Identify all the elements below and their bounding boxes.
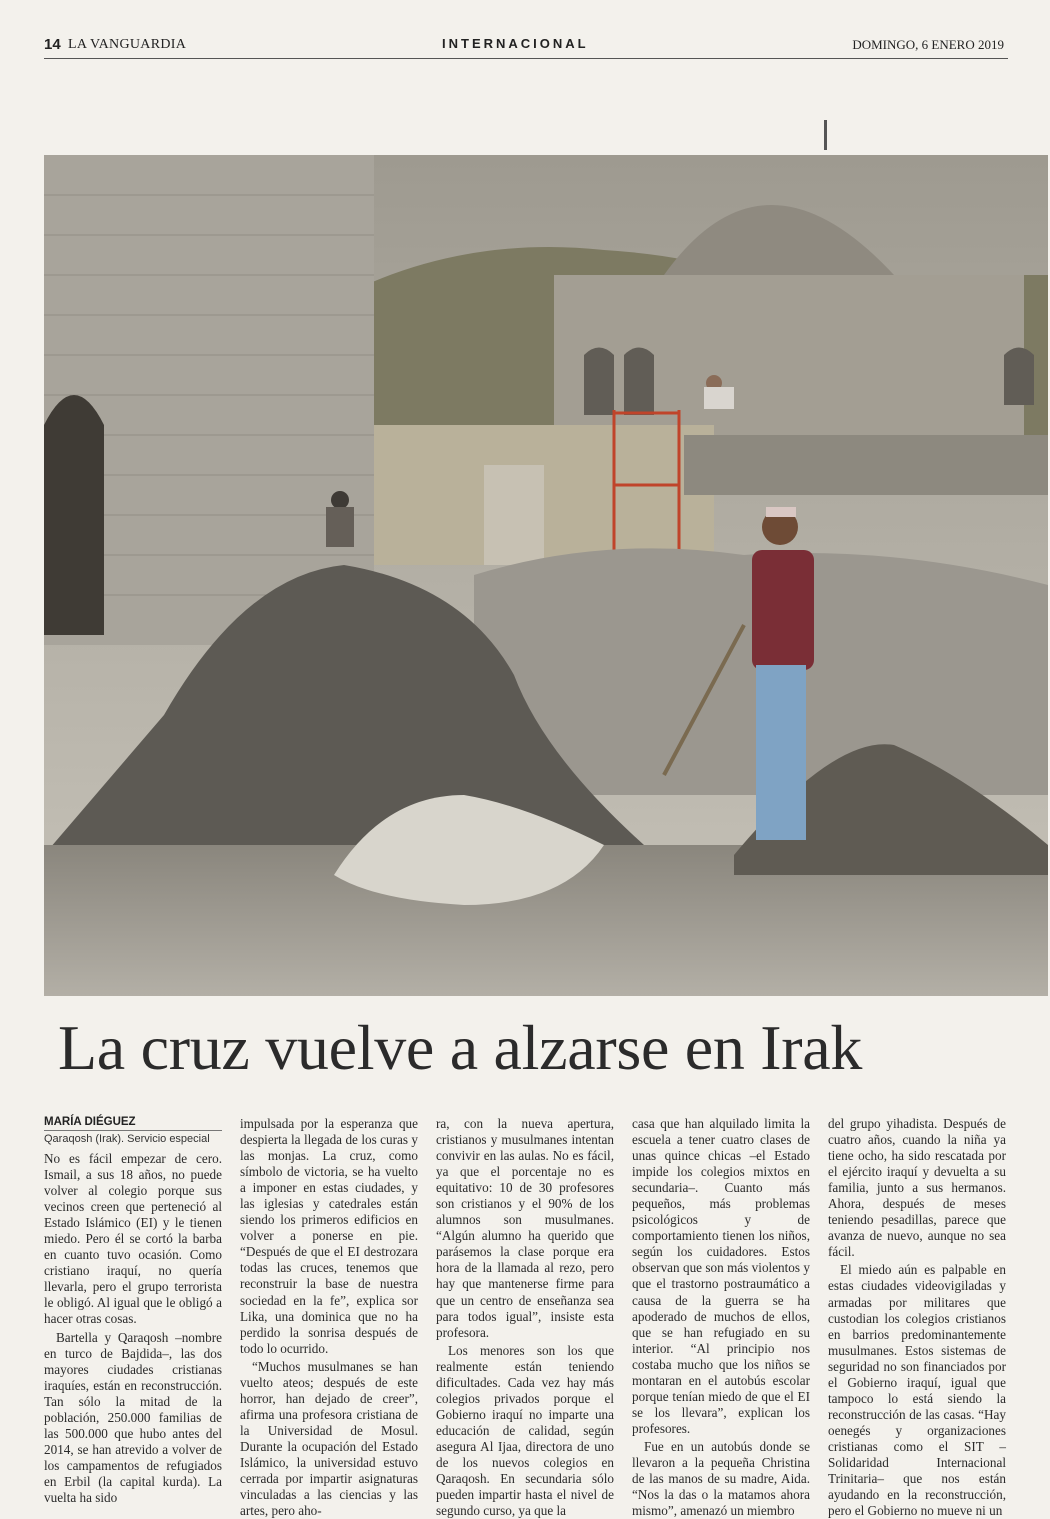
article-headline: La cruz vuelve a alzarse en Irak bbox=[58, 1012, 863, 1083]
article-column-4 bbox=[632, 1116, 810, 1519]
paragraph: impulsada por la esperanza que despierta la llegada de los curas y las monjas. La cruz, como símbolo de victoria, se ha vuelto a imponer en estas ciudades, y las iglesias y catedrales están siendo los primeros edificios en volver a ponerse en pie. “Después de que el EI destrozara todas las cruces, tenemos que reconstruir la base de nuestra sociedad en la fe”, explica sor Lika, una dominica que no ha perdido la sonrisa después de todo lo ocurrido. bbox=[240, 1116, 418, 1356]
paragraph: “Muchos musulmanes se han vuelto ateos; después de este horror, han dejado de creer”, afirma una profesora cristiana de la Universidad de Mosul. Durante la ocupación del Estado Islámico, la universidad estuvo cerrada por impartir asignaturas vinculadas a las ciencias y las artes, pero aho- bbox=[240, 1358, 418, 1519]
newspaper-name: LA VANGUARDIA bbox=[68, 37, 187, 52]
article-column-5 bbox=[828, 1116, 1006, 1519]
article-body bbox=[44, 1116, 1006, 1519]
paragraph: No es fácil empezar de cero. Ismail, a sus 18 años, no puede volver al colegio porque sus vecinos creen que perteneció al Estado Islámico (EI) y le tienen miedo. Pero él se cortó la barba en cuanto tuvo ocasión. Como cristiano iraquí, no quería llevarla, pero el grupo terrorista le obligó. Al igual que le obligó a hacer otras cosas. bbox=[44, 1151, 222, 1327]
paragraph: Fue en un autobús donde se llevaron a la pequeña Christina de las manos de su madre, Aida. “Nos la das o la matamos ahora mismo”, amenazó un miembro bbox=[632, 1438, 810, 1519]
article-column-3 bbox=[436, 1116, 614, 1519]
paragraph: El miedo aún es palpable en estas ciudades videovigiladas y armadas por militares que custodian los colegios cristianos en barrios predominantemente musulmanes. Estos sistemas de seguridad no son financiados por el Gobierno iraquí, igual que tampoco lo está siendo la reconstrucción de las casas. “Hay oenegés y organizaciones cristianas como el SIT –Solidaridad Internacional Trinitaria– que nos están ayudando en la reconstrucción, pero el Gobierno no mueve ni un bbox=[828, 1262, 1006, 1519]
dateline: Qaraqosh (Irak). Servicio especial bbox=[44, 1133, 210, 1145]
page-number: 14 bbox=[44, 36, 61, 53]
author-byline: MARÍA DIÉGUEZ bbox=[44, 1116, 222, 1131]
paragraph: casa que han alquilado limita la escuela a tener cuatro clases de unas quince chicas –el Estado impide los colegios mixtos en secundaria–. Cuanto más pequeños, más problemas psicológicos y de comportamiento tienen los niños, según los cuidadores. Estos observan que son más violentos y que el trastorno postraumático a causa de la guerra se ha apoderado de muchos de ellos, que se han refugiado en su interior. “Al principio nos costaba mucho que los niños se montaran en el autobús escolar porque tenían miedo de que el EI se los llevara”, explican los profesores. bbox=[632, 1116, 810, 1436]
header-rule bbox=[44, 58, 1008, 59]
article-column-1 bbox=[44, 1116, 222, 1505]
paragraph: ra, con la nueva apertura, cristianos y musulmanes intentan convivir en las aulas. No es fácil, ya que el porcentaje no es equitativo: 10 de 30 profesores son cristianos y el 90% de los alumnos son musulmanes. “Algún alumno ha querido que parásemos la clase porque era hora de la llamada al rezo, pero hay que mantenerse firme para que un centro de enseñanza sea para todos igual”, insiste esta profesora. bbox=[436, 1116, 614, 1340]
page-header bbox=[44, 36, 1004, 58]
paragraph: Los menores son los que realmente están teniendo dificultades. Cada vez hay más colegios privados porque el Gobierno iraquí no imparte una educación de calidad, según asegura Al Ijaa, directora de uno de los nuevos colegios en Qaraqosh. En secundaria sólo pueden impartir hasta el nivel de segundo curso, ya que la bbox=[436, 1342, 614, 1519]
paragraph: Bartella y Qaraqosh –nombre en turco de Bajdida–, las dos mayores ciudades cristianas iraquíes, están en reconstrucción. Tan sólo la mitad de la población, 250.000 familias de las 500.000 que hubo antes del 2014, se han atrevido a volver de los campamentos de refugiados en Erbil (la capital kurda). La vuelta ha sido bbox=[44, 1329, 222, 1505]
section-label: INTERNACIONAL bbox=[442, 36, 589, 51]
issue-date: DOMINGO, 6 ENERO 2019 bbox=[852, 37, 1004, 52]
article-column-2 bbox=[240, 1116, 418, 1519]
article-photo bbox=[44, 155, 1048, 996]
paragraph: del grupo yihadista. Después de cuatro años, cuando la niña ya tiene ocho, ha sido rescatada por el ejército iraquí y devuelta a su familia, junto a sus hermanos. Ahora, después de meses teniendo pesadillas, parece que avanza de nuevo, aunque no sea fácil. bbox=[828, 1116, 1006, 1260]
